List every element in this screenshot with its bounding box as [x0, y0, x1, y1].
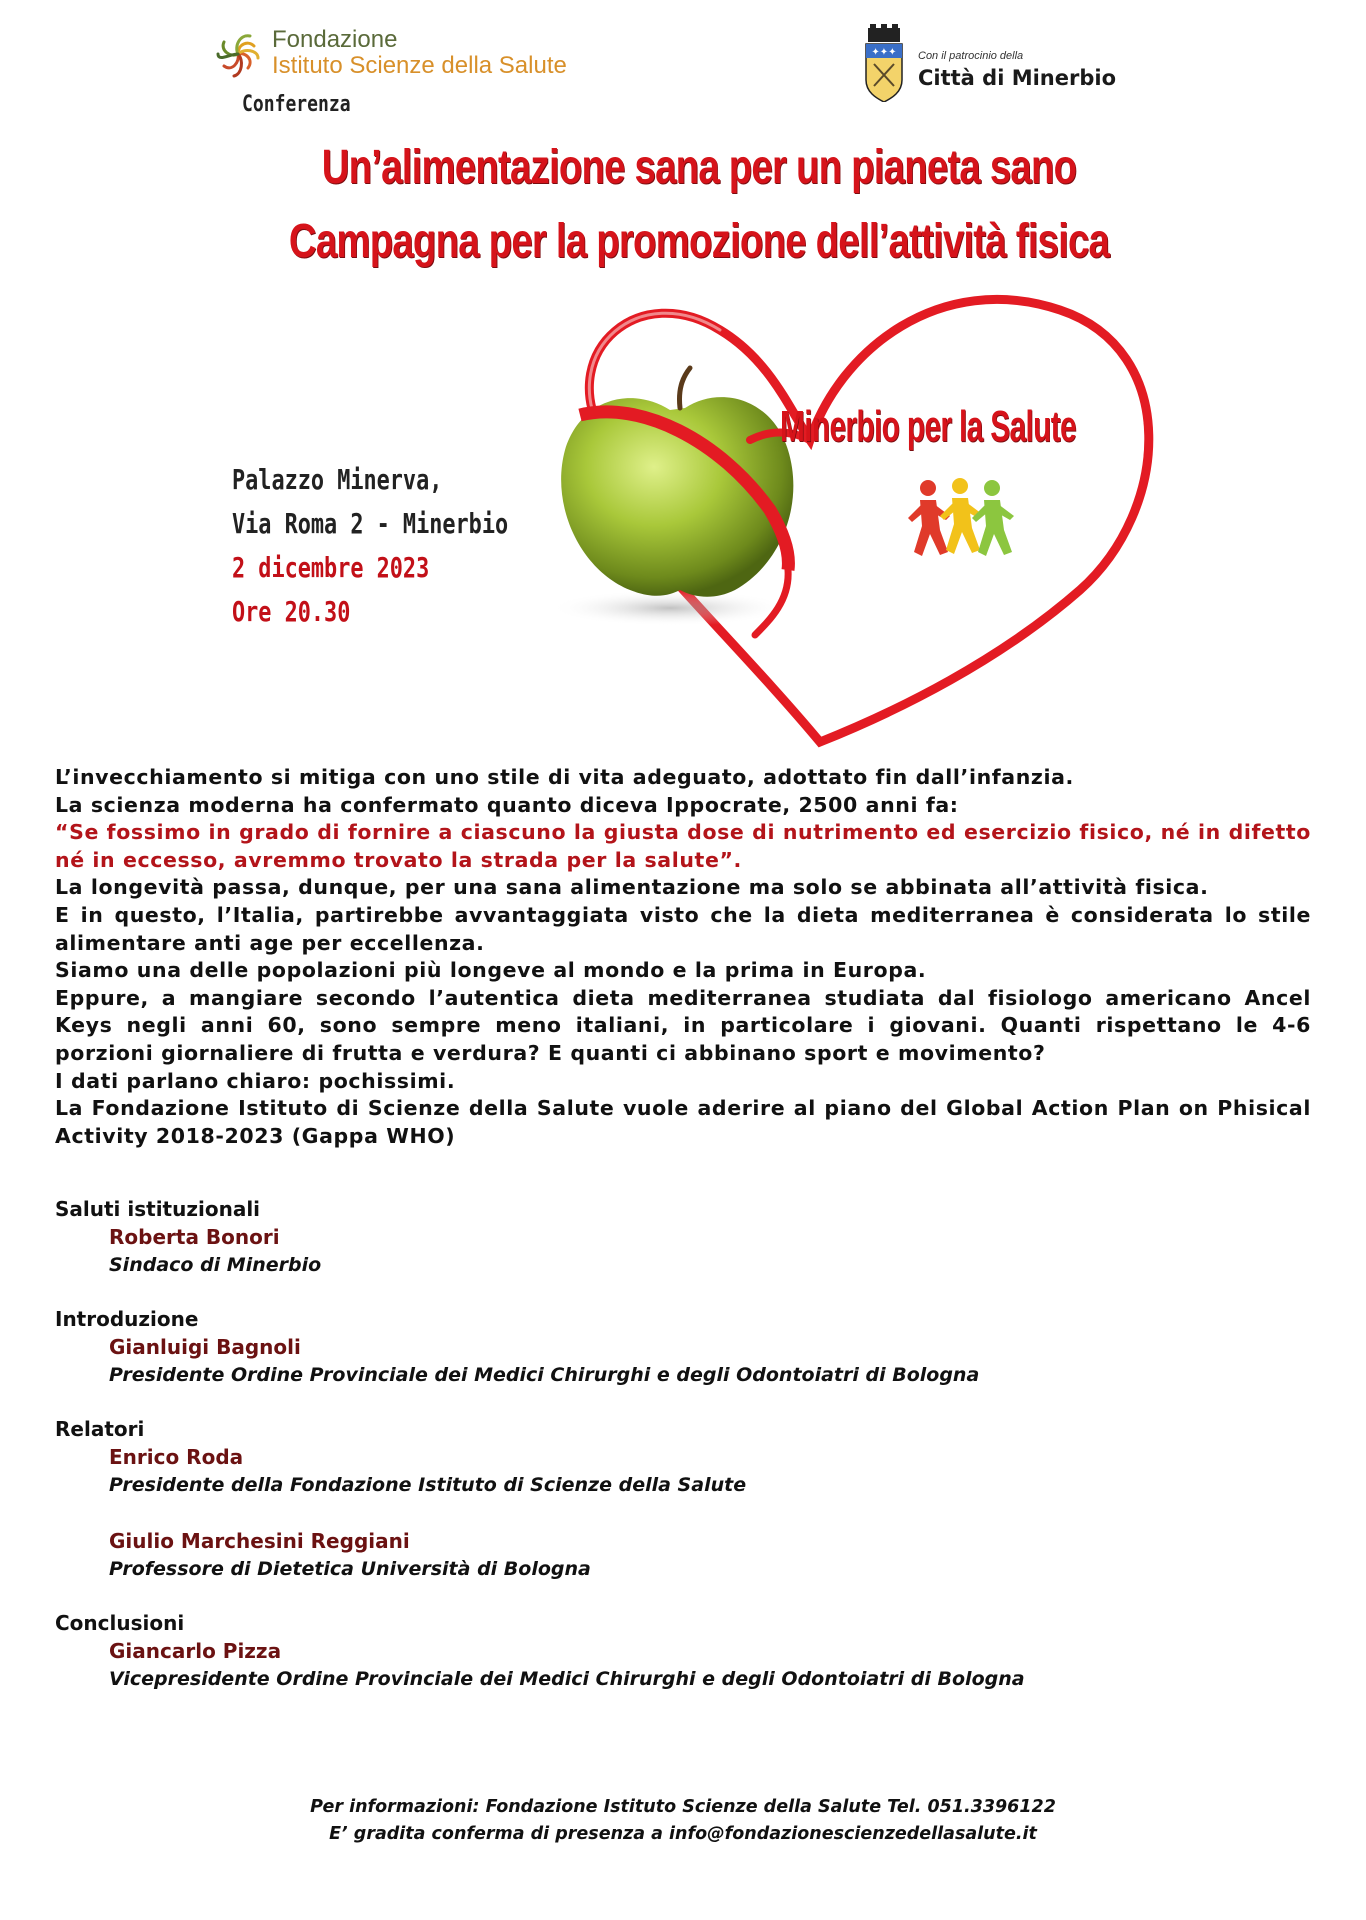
section-heading: Saluti istituzionali — [55, 1197, 261, 1221]
city-logo — [862, 24, 1142, 104]
contact-footer — [0, 1794, 1366, 1848]
speaker-role: Presidente della Fondazione Istituto di Scienze della Salute — [109, 1474, 747, 1496]
fondazione-name-line2: Istituto Scienze della Salute — [272, 52, 567, 79]
page-title-line1: Un’alimentazione sana per un pianeta sano — [321, 141, 1077, 194]
fondazione-swirl-icon — [210, 26, 266, 82]
event-venue-block — [232, 458, 508, 634]
campaign-slogan: Minerbio per la Salute — [780, 402, 1076, 451]
runner-green-icon — [972, 480, 1014, 556]
speaker-name: Giancarlo Pizza — [109, 1639, 282, 1663]
venue-place: Palazzo Minerva, — [232, 463, 443, 496]
paragraph: La longevità passa, dunque, per una sana alimentazione ma solo se abbinata all’attività fisica. — [55, 875, 1209, 900]
speaker — [109, 1637, 1311, 1693]
conference-kicker: Conferenza — [242, 92, 351, 117]
speaker — [109, 1443, 1311, 1499]
paragraph: La scienza moderna ha confermato quanto diceva Ippocrate, 2500 anni fa: — [55, 792, 959, 817]
paragraph: I dati parlano chiaro: pochissimi. — [55, 1068, 456, 1093]
section-heading: Conclusioni — [55, 1611, 185, 1635]
venue-address: Via Roma 2 - Minerbio — [232, 507, 509, 540]
event-date: 2 dicembre 2023 — [232, 551, 430, 584]
info-line: Per informazioni: Fondazione Istituto Scienze della Salute Tel. 051.3396122 — [310, 1797, 1056, 1817]
rsvp-line: E’ gradita conferma di presenza a info@fondazionescienzedellasalute.it — [329, 1824, 1037, 1844]
speaker-name: Gianluigi Bagnoli — [109, 1335, 301, 1359]
city-name: Città di Minerbio — [918, 66, 1117, 90]
speaker-name: Giulio Marchesini Reggiani — [109, 1529, 410, 1553]
speaker-role: Vicepresidente Ordine Provinciale dei Medici Chirurghi e degli Odontoiatri di Bologna — [109, 1668, 1025, 1690]
patrocinio-label: Con il patrocinio della — [918, 50, 1024, 62]
speaker-name: Enrico Roda — [109, 1445, 244, 1469]
paragraph: E in questo, l’Italia, partirebbe avvantaggiata visto che la dieta mediterranea è considerata lo stile alimentare anti age per eccellenza. — [55, 902, 1311, 955]
paragraph: Eppure, a mangiare secondo l’autentica dieta mediterranea studiata dal fisiologo americano Ancel Keys negli anni 60, sono sempre meno italiani, in particolare i giovani. Quanti rispettano le 4-6 porzioni giornaliere di frutta e verdura? E quanti ci abbinano sport e movimento? — [55, 985, 1311, 1065]
speaker-role: Professore di Dietetica Università di Bologna — [109, 1558, 591, 1580]
intro-text — [55, 764, 1311, 1150]
hippocrates-quote: “Se fossimo in grado di fornire a ciascuno la giusta dose di nutrimento ed esercizio fisico, né in difetto né in eccesso, avremmo trovato la strada per la salute”. — [55, 820, 1311, 872]
paragraph: L’invecchiamento si mitiga con uno stile di vita adeguato, adottato fin dall’infanzia. — [55, 765, 1074, 789]
program — [55, 1195, 1311, 1719]
program-section-introduzione — [55, 1305, 1311, 1389]
section-heading: Introduzione — [55, 1307, 199, 1331]
section-heading: Relatori — [55, 1417, 145, 1441]
speaker — [109, 1333, 1311, 1389]
paragraph: Siamo una delle popolazioni più longeve al mondo e la prima in Europa. — [55, 958, 927, 983]
page-title-line2: Campagna per la promozione dell’attività fisica — [288, 215, 1110, 268]
speaker — [109, 1223, 1311, 1279]
speaker-role: Sindaco di Minerbio — [109, 1254, 322, 1276]
fondazione-logo — [210, 24, 580, 84]
speaker-role: Presidente Ordine Provinciale dei Medici Chirurghi e degli Odontoiatri di Bologna — [109, 1364, 980, 1386]
paragraph: La Fondazione Istituto di Scienze della Salute vuole aderire al piano del Global Action Plan on Phisical Activity 2018-2023 (Gappa WHO) — [55, 1096, 1311, 1148]
event-time: Ore 20.30 — [232, 595, 351, 628]
program-section-conclusioni — [55, 1609, 1311, 1693]
program-section-relatori — [55, 1415, 1311, 1583]
program-section-saluti — [55, 1195, 1311, 1279]
svg-text:✦✦✦: ✦✦✦ — [871, 47, 897, 58]
speaker — [109, 1527, 1311, 1583]
city-crest-icon — [862, 24, 906, 102]
fondazione-name-line1: Fondazione — [272, 26, 398, 53]
speaker-name: Roberta Bonori — [109, 1225, 280, 1249]
heart-apple-illustration — [520, 290, 1180, 750]
